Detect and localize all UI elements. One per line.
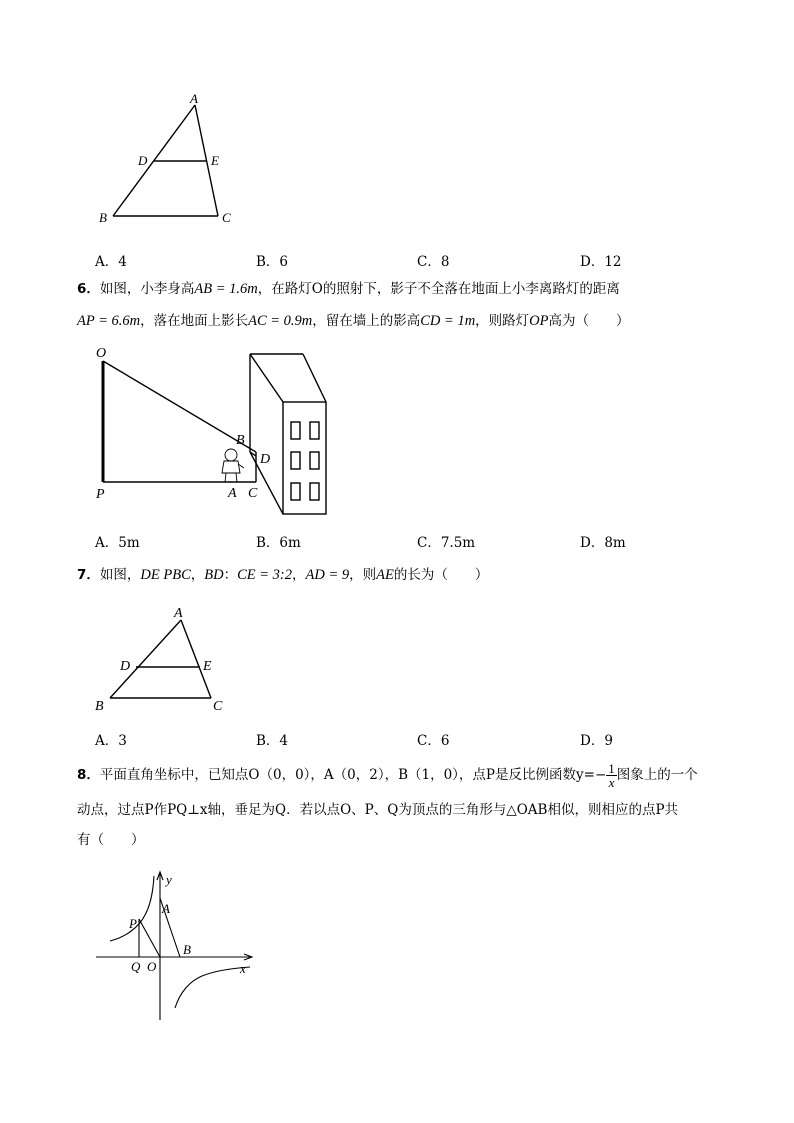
q7-label-d: D: [120, 659, 131, 674]
q8-label-x: x: [240, 961, 246, 976]
q6-math: AB = 1.6m: [194, 281, 258, 297]
q6-option-c[interactable]: C．7.5m: [417, 535, 476, 551]
q7-math: BD: [204, 567, 224, 583]
q6-text: ，落在地面上影长: [140, 313, 249, 329]
q8-fraction: [606, 762, 617, 789]
q7-text: ：: [223, 567, 238, 583]
q6-question-line2: [77, 311, 630, 331]
q6-math: CD = 1m: [420, 313, 476, 329]
q7-text: ，: [292, 567, 306, 583]
q8-frac-den: x: [608, 775, 615, 790]
q7-option-b[interactable]: B．4: [256, 733, 289, 749]
q8-label-q: Q: [131, 959, 141, 974]
q7-option-c[interactable]: C．6: [417, 733, 450, 749]
q6-text: 高为（ ）: [548, 313, 630, 329]
q6-math: OP: [529, 313, 549, 329]
q7-text: ，则: [349, 567, 377, 583]
q8-question-line2: 动点，过点P作PQ⊥x轴，垂足为Q．若以点O、P、Q为顶点的三角形与△OAB相似，则相应的点P共: [77, 802, 679, 818]
q7-option-a[interactable]: A．3: [95, 733, 127, 749]
q8-label-b: B: [183, 942, 191, 957]
q7-text: 的长为（ ）: [393, 567, 489, 583]
q6-option-d[interactable]: D．8m: [580, 535, 626, 551]
q7-text: 如图，: [99, 567, 141, 583]
q6-label-c: C: [248, 486, 258, 501]
q8-number: 8．: [77, 767, 100, 783]
q6-text: 如图，小李身高: [99, 281, 195, 297]
q7-math: CE = 3:2: [237, 567, 292, 583]
q7-math: DE PBC: [140, 567, 191, 583]
q8-text: 图象上的一个: [616, 767, 698, 783]
q8-question-line1: [77, 762, 698, 789]
q6-text: ，则路灯: [475, 313, 530, 329]
q8-coordinate-figure: [92, 865, 262, 1025]
q8-text: 平面直角坐标中，已知点O（0，0），A（0，2），B（1，0），点P是反比例函数y=−: [99, 767, 607, 783]
q6-math: AP = 6.6m: [77, 313, 141, 329]
q8-frac-num: 1: [608, 761, 615, 776]
q8-question-line3: 有（ ）: [77, 832, 145, 848]
q6-label-o: O: [96, 346, 107, 361]
q6-text: ，留在墙上的影高: [312, 313, 421, 329]
q6-question-line1: [77, 279, 620, 299]
q6-number: 6．: [77, 281, 100, 297]
q7-label-e: E: [203, 659, 212, 674]
q5-label-b: B: [99, 210, 107, 225]
q5-option-d[interactable]: D．12: [580, 254, 622, 270]
q5-label-a: A: [190, 91, 198, 106]
q5-option-a[interactable]: A．4: [95, 254, 127, 270]
q7-label-c: C: [213, 699, 223, 714]
q5-option-b[interactable]: B．6: [256, 254, 289, 270]
q7-label-a: A: [174, 606, 183, 621]
q7-number: 7．: [77, 567, 100, 583]
q6-math: AC = 0.9m: [248, 313, 313, 329]
q5-label-c: C: [222, 210, 231, 225]
q6-label-a: A: [228, 486, 237, 501]
q6-option-b[interactable]: B．6m: [256, 535, 301, 551]
q6-option-a[interactable]: A．5m: [95, 535, 140, 551]
q5-label-e: E: [211, 153, 219, 168]
q6-text: ，在路灯O的照射下，影子不全落在地面上小李离路灯的距离: [257, 281, 620, 297]
q5-triangle-figure: [90, 88, 250, 233]
q6-label-b: B: [236, 433, 245, 448]
q5-option-c[interactable]: C．8: [417, 254, 450, 270]
q7-option-d[interactable]: D．9: [580, 733, 613, 749]
q7-math: AE: [376, 567, 394, 583]
q6-street-lamp-figure: [88, 340, 338, 520]
q7-math: AD = 9: [305, 567, 350, 583]
q7-question-line1: [77, 565, 488, 585]
q7-triangle-figure: [90, 600, 240, 720]
q8-label-p: P: [129, 916, 137, 931]
q6-label-d: D: [260, 452, 271, 467]
q7-text: ，: [190, 567, 205, 583]
q8-label-y: y: [166, 872, 172, 887]
q8-label-a: A: [162, 901, 170, 916]
q7-label-b: B: [95, 699, 104, 714]
q8-label-o: O: [147, 959, 157, 974]
q6-label-p: P: [96, 487, 105, 502]
q5-label-d: D: [138, 153, 148, 168]
